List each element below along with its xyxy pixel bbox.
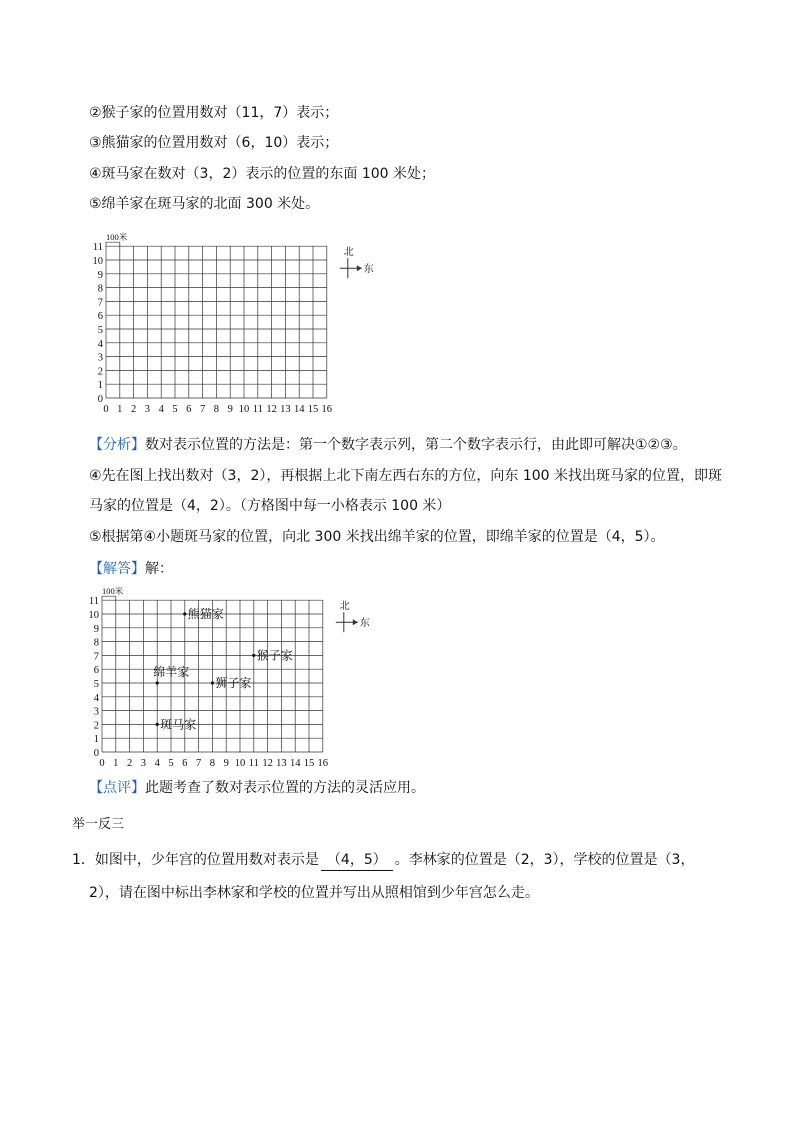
question-1-suffix: 。李林家的位置是（2，3），学校的位置是（3， [394, 852, 695, 868]
location-label: 狮子家 [215, 676, 252, 690]
x-tick-label: 0 [99, 758, 105, 769]
y-tick-label: 10 [92, 256, 103, 267]
answer-text: 解： [145, 561, 173, 577]
x-tick-label: 16 [317, 758, 329, 769]
x-tick-label: 14 [289, 758, 301, 769]
analysis-line-1 [89, 435, 687, 455]
location-point [211, 681, 214, 684]
scale-label: 100米 [102, 586, 124, 597]
x-tick-label: 8 [209, 758, 216, 769]
x-tick-label: 15 [303, 758, 315, 769]
y-tick-label: 5 [93, 679, 99, 690]
x-tick-label: 4 [154, 758, 160, 769]
y-tick-label: 11 [88, 596, 99, 608]
location-label: 斑马家 [160, 717, 197, 732]
x-tick-label: 13 [280, 404, 291, 415]
answer-tag: 【解答】 [89, 561, 145, 577]
coordinate-grid-answer [84, 584, 384, 774]
compass-east-label: 东 [363, 264, 374, 276]
x-tick-label: 16 [321, 404, 333, 415]
y-tick-label: 10 [88, 610, 99, 621]
y-tick-label: 9 [97, 269, 103, 281]
x-tick-label: 7 [199, 404, 206, 415]
y-tick-label: 6 [93, 665, 99, 677]
section-title: 举一反三 [72, 817, 125, 832]
answer-line [89, 559, 173, 579]
compass-north-label: 北 [343, 247, 354, 259]
scale-bracket [102, 596, 116, 600]
y-tick-label: 2 [97, 366, 103, 378]
compass-arrow-icon [353, 619, 358, 625]
location-label: 绵羊家 [153, 665, 190, 679]
y-tick-label: 3 [97, 352, 103, 364]
item-5-text: ⑤绵羊家在斑马家的北面 300 米处。 [89, 196, 320, 212]
x-tick-label: 1 [117, 404, 123, 415]
analysis-text-4: ⑤根据第④小题斑马家的位置，向北 300 米找出绵羊家的位置，即绵羊家的位置是（4，5）。 [89, 529, 665, 545]
x-tick-label: 13 [276, 758, 287, 769]
y-tick-label: 3 [93, 706, 99, 718]
y-tick-label: 5 [97, 325, 103, 336]
x-tick-label: 1 [113, 758, 119, 769]
y-tick-label: 2 [93, 720, 99, 732]
scale-label: 100米 [106, 232, 128, 243]
y-tick-label: 8 [97, 283, 103, 295]
item-3-text: ③熊猫家的位置用数对（6，10）表示； [89, 135, 339, 151]
x-tick-label: 11 [248, 758, 259, 769]
item-4-text: ④斑马家在数对（3，2）表示的位置的东面 100 米处； [89, 166, 435, 182]
x-tick-label: 6 [186, 404, 192, 415]
question-1-blank[interactable]: （4，5） [321, 850, 393, 871]
x-tick-label: 11 [252, 404, 263, 415]
y-tick-label: 7 [93, 651, 99, 663]
x-tick-label: 3 [144, 404, 151, 415]
y-tick-label: 11 [92, 242, 103, 254]
x-tick-label: 8 [213, 404, 220, 415]
question-1-line-1 [72, 850, 694, 871]
y-tick-label: 7 [97, 297, 103, 309]
compass-north-label: 北 [339, 601, 350, 613]
location-point [252, 654, 255, 657]
y-tick-label: 4 [93, 692, 99, 704]
x-tick-label: 10 [238, 404, 250, 415]
scale-bracket [106, 242, 120, 246]
x-tick-label: 2 [126, 758, 133, 769]
analysis-text-3: 马家的位置是（4，2）。（方格图中每一小格表示 100 米） [89, 498, 451, 514]
x-tick-label: 2 [130, 404, 137, 415]
comment-text: 此题考查了数对表示位置的方法的灵活应用。 [145, 780, 425, 796]
location-point [183, 612, 186, 615]
x-tick-label: 5 [168, 758, 174, 769]
x-tick-label: 6 [182, 758, 188, 769]
comment-tag: 【点评】 [89, 780, 145, 796]
x-tick-label: 7 [195, 758, 202, 769]
analysis-text-1: 数对表示位置的方法是：第一个数字表示列，第二个数字表示行，由此即可解决①②③。 [145, 437, 687, 453]
y-tick-label: 6 [97, 311, 103, 323]
x-tick-label: 9 [223, 758, 229, 769]
location-label: 熊猫家 [187, 607, 224, 621]
location-label: 猴子家 [256, 648, 293, 663]
x-tick-label: 3 [140, 758, 147, 769]
x-tick-label: 0 [103, 404, 109, 415]
y-tick-label: 0 [93, 748, 99, 759]
y-tick-label: 8 [93, 637, 99, 649]
coordinate-grid-blank [88, 230, 388, 420]
question-1-line-2: 2），请在图中标出李林家和学校的位置并写出从照相馆到少年宫怎么走。 [89, 885, 539, 901]
x-tick-label: 14 [293, 404, 305, 415]
location-point [156, 723, 159, 726]
compass-east-label: 东 [359, 618, 370, 630]
y-tick-label: 1 [97, 380, 103, 392]
x-tick-label: 10 [234, 758, 246, 769]
x-tick-label: 15 [307, 404, 319, 415]
question-1-prefix: 1．如图中，少年宫的位置用数对表示是 [72, 852, 319, 868]
analysis-text-2: ④先在图上找出数对（3，2），再根据上北下南左西右东的方位，向东 100 米找出斑马家的位置，即斑 [89, 468, 722, 484]
y-tick-label: 1 [93, 734, 99, 746]
compass-arrow-icon [357, 265, 362, 271]
analysis-tag: 【分析】 [89, 437, 145, 453]
comment-line [89, 778, 425, 798]
y-tick-label: 4 [97, 338, 103, 350]
x-tick-label: 12 [262, 758, 273, 769]
y-tick-label: 9 [93, 623, 99, 635]
location-point [156, 681, 159, 684]
y-tick-label: 0 [97, 394, 103, 405]
x-tick-label: 9 [227, 404, 233, 415]
item-2-text: ②猴子家的位置用数对（11，7）表示； [89, 105, 339, 121]
x-tick-label: 12 [266, 404, 277, 415]
x-tick-label: 4 [158, 404, 164, 415]
x-tick-label: 5 [172, 404, 178, 415]
